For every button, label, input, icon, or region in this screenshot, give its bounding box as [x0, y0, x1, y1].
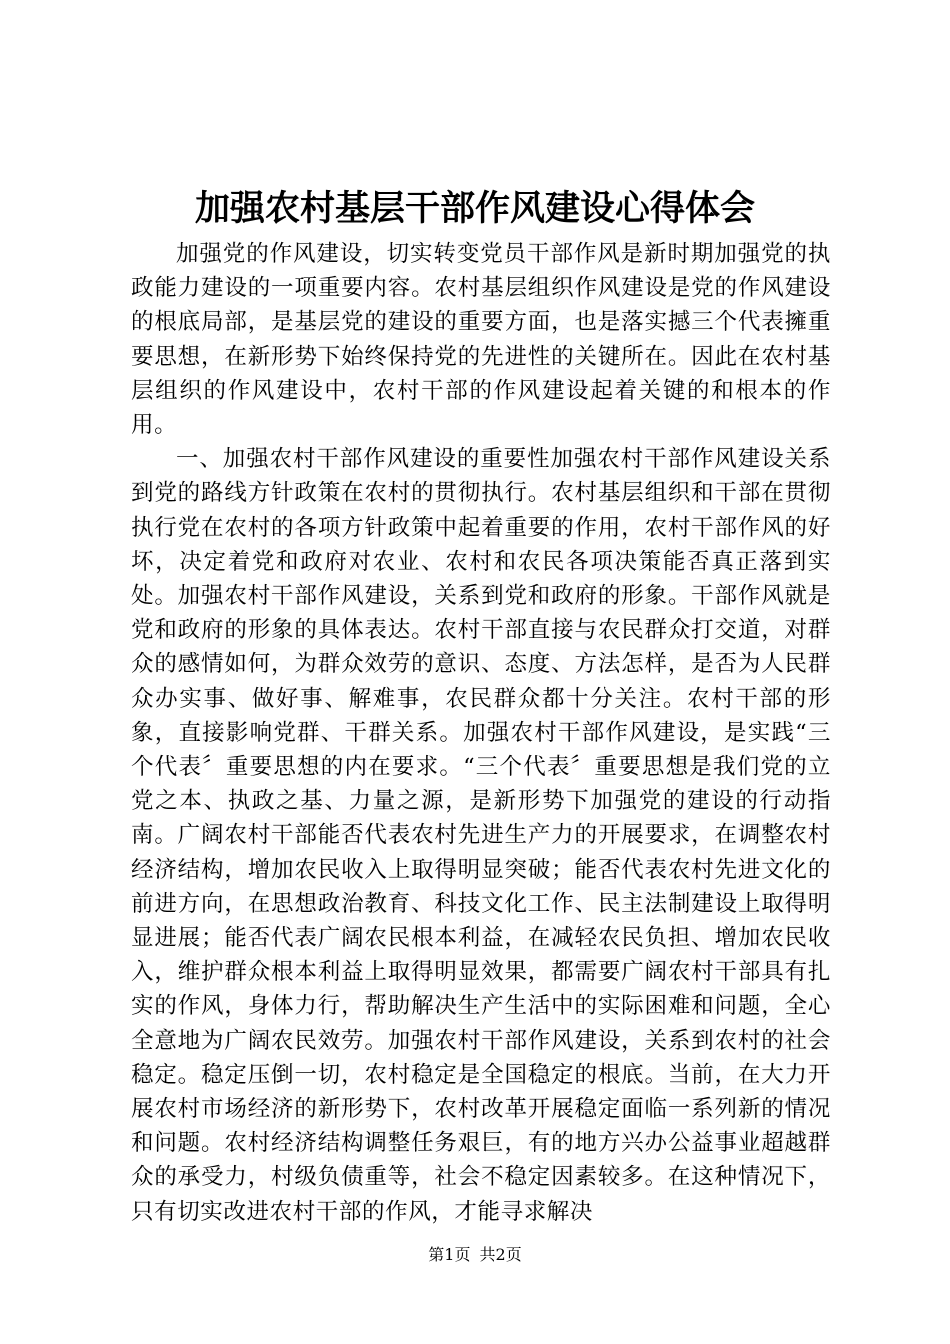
page-number: 第1页	[428, 1245, 471, 1264]
paragraph-intro: 加强党的作风建设，切实转变党员干部作风是新时期加强党的执政能力建设的一项重要内容。农村基层组织作风建设是党的作风建设的根底局部，是基层党的建设的重要方面，也是落实撼三个代表擁重要思想，在新形势下始终保持党的先进性的关键所在。因此在农村基层组织的作风建设中，农村干部的作风建设起着关键的和根本的作用。	[131, 241, 831, 439]
paragraph-section-one: 一、加强农村干部作风建设的重要性加强农村干部作风建设关系到党的路线方针政策在农村的贯彻执行。农村基层组织和干部在贯彻执行党在农村的各项方针政策中起着重要的作用，农村干部作风的好坏，决定着党和政府对农业、农村和农民各项决策能否真正落到实处。加强农村干部作风建设，关系到党和政府的形象。干部作风就是党和政府的形象的具体表达。农村干部直接与农民群众打交道，对群众的感情如何，为群众效劳的意识、态度、方法怎样，是否为人民群众办实事、做好事、解难事，农民群众都十分关注。农村干部的形象，直接影响党群、干群关系。加强农村干部作风建设，是实践“三个代表〞重要思想的内在要求。“三个代表〞重要思想是我们党的立党之本、执政之基、力量之源，是新形势下加强党的建设的行动指南。广阔农村干部能否代表农村先进生产力的开展要求，在调整农村经济结构，增加农民收入上取得明显突破；能否代表农村先进文化的前进方向，在思想政治教育、科技文化工作、民主法制建设上取得明显进展；能否代表广阔农民根本利益，在减轻农民负担、增加农民收入，维护群众根本利益上取得明显效果，都需要广阔农村干部具有扎实的作风，身体力行，帮助解决生产生活中的实际困难和问题，全心全意地为广阔农民效劳。加强农村干部作风建设，关系到农村的社会稳定。稳定压倒一切，农村稳定是全国稳定的根底。当前，在大力开展农村市场经济的新形势下，农村改革开展稳定面临一系列新的情况和问题。农村经济结构调整任务艰巨，有的地方兴办公益事业超越群众的承受力，村级负债重等，社会不稳定因素较多。在这种情况下，只有切实改进农村干部的作风，才能寻求解决	[131, 446, 831, 1225]
document-body	[131, 237, 831, 1229]
document-title: 加强农村基层干部作风建设心得体会	[194, 188, 755, 229]
page-total: 共2页	[479, 1245, 522, 1264]
page-footer	[0, 1244, 950, 1266]
